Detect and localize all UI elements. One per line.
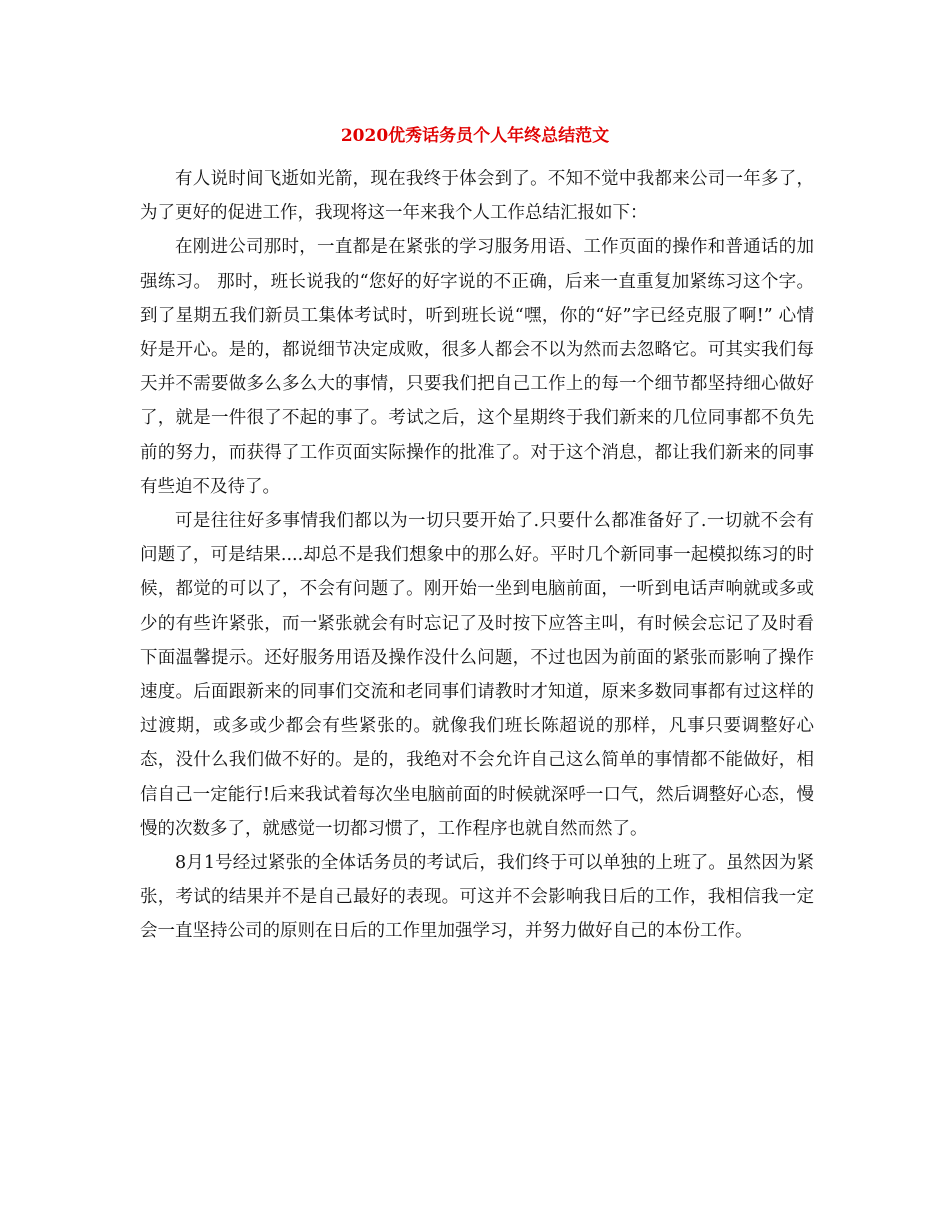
paragraph-intro: 有人说时间飞逝如光箭，现在我终于体会到了。不知不觉中我都来公司一年多了，为了更好的促进工作，我现将这一年来我个人工作总结汇报如下：: [140, 169, 814, 224]
paragraph-training: 在刚进公司那时，一直都是在紧张的学习服务用语、工作页面的操作和普通话的加强练习。 那时，班长说我的“您好的好字说的不正确，后来一直重复加紧练习这个字。到了星期五我们新员工集体考试时，听到班长说“嘿，你的“好”字已经克服了啊!” 心情好是开心。是的，都说细节决定成败，很多人都会不以为然而去忽略它。可其实我们每天并不需要做多么多么大的事情，只要我们把自己工作上的每一个细节都坚持细心做好了，就是一件很了不起的事了。考试之后，这个星期终于我们新来的几位同事都不负先前的努力，而获得了工作页面实际操作的批准了。对于这个消息，都让我们新来的同事有些迫不及待了。: [140, 237, 814, 497]
document-body: [140, 162, 814, 949]
document-title: 2020优秀话务员个人年终总结范文: [340, 126, 610, 146]
paragraph-exam: 8月1号经过紧张的全体话务员的考试后，我们终于可以单独的上班了。虽然因为紧张，考试的结果并不是自己最好的表现。可这并不会影响我日后的工作，我相信我一定会一直坚持公司的原则在日后的工作里加强学习，并努力做好自己的本份工作。: [140, 853, 814, 942]
paragraph-first-calls: 可是往往好多事情我们都以为一切只要开始了.只要什么都准备好了.一切就不会有问题了，可是结果....却总不是我们想象中的那么好。平时几个新同事一起模拟练习的时候，都觉的可以了，不会有问题了。刚开始一坐到电脑前面，一听到电话声响就或多或少的有些许紧张，而一紧张就会有时忘记了及时按下应答主叫，有时候会忘记了及时看下面温馨提示。还好服务用语及操作没什么问题，不过也因为前面的紧张而影响了操作速度。后面跟新来的同事们交流和老同事们请教时才知道，原来多数同事都有过这样的过渡期，或多或少都会有些紧张的。就像我们班长陈超说的那样，凡事只要调整好心态，没什么我们做不好的。是的，我绝对不会允许自己这么简单的事情都不能做好，相信自己一定能行!后来我试着每次坐电脑前面的时候就深呼一口气，然后调整好心态，慢慢的次数多了，就感觉一切都习惯了，工作程序也就自然而然了。: [140, 511, 814, 839]
